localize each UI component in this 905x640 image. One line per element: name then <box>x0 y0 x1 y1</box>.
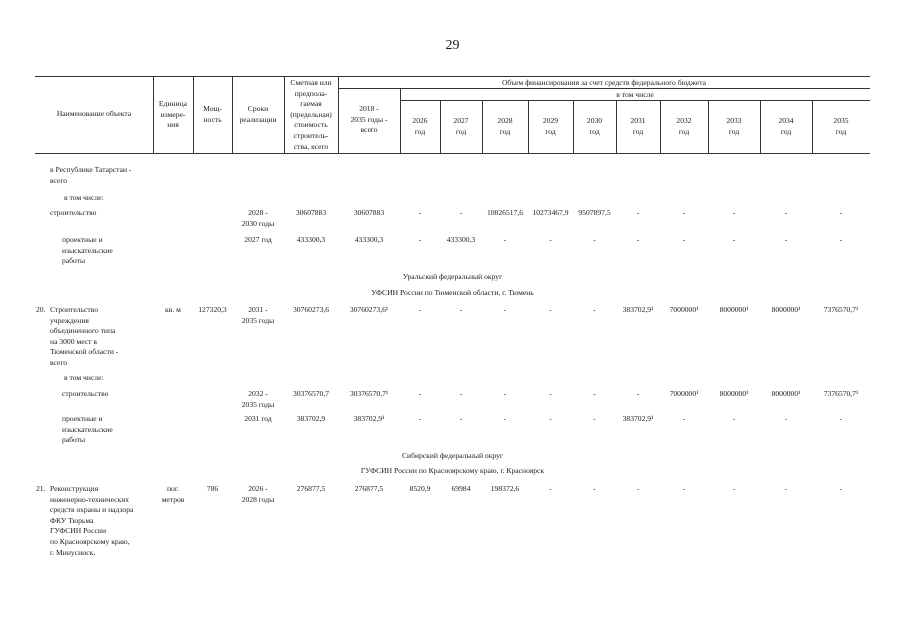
header-year: 2027 год <box>453 116 469 136</box>
year-value: 10826517,6 <box>486 208 524 217</box>
construction-terms: 2032 - 2035 годы <box>241 389 275 409</box>
including-label: в том числе: <box>64 373 104 382</box>
year-value: 8000000¹ <box>719 389 749 398</box>
year-value: 8000000¹ <box>771 305 801 314</box>
year-value: - <box>459 389 463 398</box>
year-value: - <box>593 484 596 493</box>
construction-terms: 2028 - 2030 годы <box>241 208 275 228</box>
year-value: - <box>593 305 596 314</box>
construction-label: строительство <box>50 208 97 217</box>
year-value: 8000000¹ <box>771 389 801 398</box>
header-year: 2026 год <box>412 116 428 136</box>
construction-total: 30376570,7¹ <box>349 389 389 398</box>
terms-value: 2031 - 2035 годы <box>241 305 275 325</box>
year-value: 10273467,9 <box>532 208 569 217</box>
year-value: 7376570,7¹ <box>823 305 859 314</box>
design-label: проектные и изыскательские работы <box>62 414 113 445</box>
year-value: 7000000¹ <box>669 389 699 398</box>
year-value: - <box>459 414 463 423</box>
year-value: 198372,6 <box>490 484 520 493</box>
tatarstan-title: в Республике Татарстан - всего <box>50 165 132 185</box>
unit-value: пог. метров <box>161 484 185 504</box>
header-funding: Объем финансирования за счет средств федерального бюджета <box>501 78 707 87</box>
power-value: 127320,3 <box>198 305 227 314</box>
year-value: 69984 <box>451 484 471 493</box>
year-value: - <box>459 305 463 314</box>
agency-heading: УФСИН России по Тюменской области, г. Тюмень <box>371 288 534 297</box>
unit-value: кв. м <box>165 305 181 314</box>
design-terms: 2031 год <box>244 414 272 423</box>
cost-value: 276877,5 <box>296 484 326 493</box>
cost-value: 30760273,6 <box>292 305 330 314</box>
district-heading: Уральский федеральный округ <box>402 272 503 281</box>
design-cost: 433300,3 <box>296 235 326 244</box>
year-value: - <box>503 389 507 398</box>
year-value: - <box>418 389 422 398</box>
year-value: 7000000¹ <box>669 305 699 314</box>
design-cost: 383702,9 <box>296 414 326 423</box>
year-value: - <box>636 484 640 493</box>
construction-cost: 30607883 <box>295 208 327 217</box>
construction-total: 30607883 <box>353 208 385 217</box>
year-value: - <box>593 235 596 244</box>
header-year: 2029 год <box>542 116 559 136</box>
year-value: - <box>549 235 552 244</box>
header-year: 2031 год <box>630 116 646 136</box>
year-value: - <box>549 305 552 314</box>
year-value: 383702,9¹ <box>622 414 654 423</box>
year-value: - <box>732 414 736 423</box>
year-value: - <box>593 414 596 423</box>
year-value: - <box>418 208 422 217</box>
year-value: - <box>682 235 686 244</box>
header-year: 2028 год <box>497 116 513 136</box>
header-year: 2034 год <box>778 116 794 136</box>
row-number: 21. <box>36 484 46 493</box>
year-value: - <box>682 414 686 423</box>
year-value: - <box>503 305 507 314</box>
year-value: 8000000¹ <box>719 305 749 314</box>
year-value: - <box>732 235 736 244</box>
district-heading: Сибирский федеральный округ <box>401 451 504 460</box>
terms-value: 2026 - 2028 годы <box>241 484 275 504</box>
year-value: - <box>503 235 507 244</box>
year-value: - <box>839 484 843 493</box>
header-power: Мощ- ность <box>203 104 222 124</box>
header-unit: Единица измере- ния <box>158 99 188 130</box>
year-value: - <box>636 235 640 244</box>
total-value: 30760273,6¹ <box>349 305 389 314</box>
year-value: - <box>784 484 788 493</box>
year-value: - <box>636 208 640 217</box>
year-value: - <box>839 414 843 423</box>
row-number: 20. <box>36 305 46 314</box>
year-value: 433300,3 <box>446 235 476 244</box>
year-value: - <box>593 389 596 398</box>
year-value: - <box>459 208 463 217</box>
design-total: 433300,3 <box>354 235 384 244</box>
construction-cost: 30376570,7 <box>292 389 330 398</box>
year-value: - <box>839 208 843 217</box>
year-value: - <box>549 389 552 398</box>
header-including: в том числе <box>616 90 654 99</box>
year-value: 8520,9 <box>409 484 431 493</box>
header-terms: Сроки реализации <box>239 104 277 124</box>
header-total: 2018 - 2035 годы - всего <box>350 104 388 135</box>
year-value: - <box>549 484 552 493</box>
year-value: - <box>839 235 843 244</box>
page-number: 29 <box>445 38 460 53</box>
year-value: - <box>784 414 788 423</box>
object-name: Строительство учреждения объединенного типа на 3000 мест в Тюменской области - всего <box>50 305 119 367</box>
construction-label: строительство <box>62 389 109 398</box>
header-name: Наименование объекта <box>56 109 132 118</box>
header-year: 2033 год <box>726 116 742 136</box>
year-value: - <box>636 389 640 398</box>
design-total: 383702,9¹ <box>353 414 385 423</box>
agency-heading: ГУФСИН России по Красноярскому краю, г. Красноярск <box>360 466 545 475</box>
year-value: - <box>784 235 788 244</box>
table-top-border <box>35 76 870 77</box>
power-value: 786 <box>206 484 219 493</box>
design-terms: 2027 год <box>244 235 272 244</box>
year-value: - <box>549 414 552 423</box>
header-bottom-border <box>35 153 870 154</box>
year-value: - <box>682 208 686 217</box>
year-value: - <box>732 484 736 493</box>
year-value: - <box>418 235 422 244</box>
object-name: Реконструкция инженерно-технических средств охраны и надзора ФКУ Тюрьма ГУФСИН России по Красноярскому краю, г. Минусинск, <box>50 484 134 557</box>
year-value: - <box>682 484 686 493</box>
header-year: 2032 год <box>676 116 692 136</box>
header-year: 2030 год <box>586 116 603 136</box>
including-label: в том числе: <box>64 193 104 202</box>
year-value: 383702,9¹ <box>622 305 654 314</box>
year-value: 7376570,7¹ <box>823 389 859 398</box>
total-value: 276877,5 <box>354 484 384 493</box>
design-label: проектные и изыскательские работы <box>62 235 113 266</box>
year-value: - <box>503 414 507 423</box>
year-value: 9507897,5 <box>578 208 611 217</box>
year-value: - <box>418 305 422 314</box>
year-value: - <box>418 414 422 423</box>
header-cost: Сметная или предпола- гаемая (предельная) стоимость строитель- ства, всего <box>290 78 332 151</box>
year-value: - <box>784 208 788 217</box>
header-year: 2035 год <box>833 116 849 136</box>
year-value: - <box>732 208 736 217</box>
